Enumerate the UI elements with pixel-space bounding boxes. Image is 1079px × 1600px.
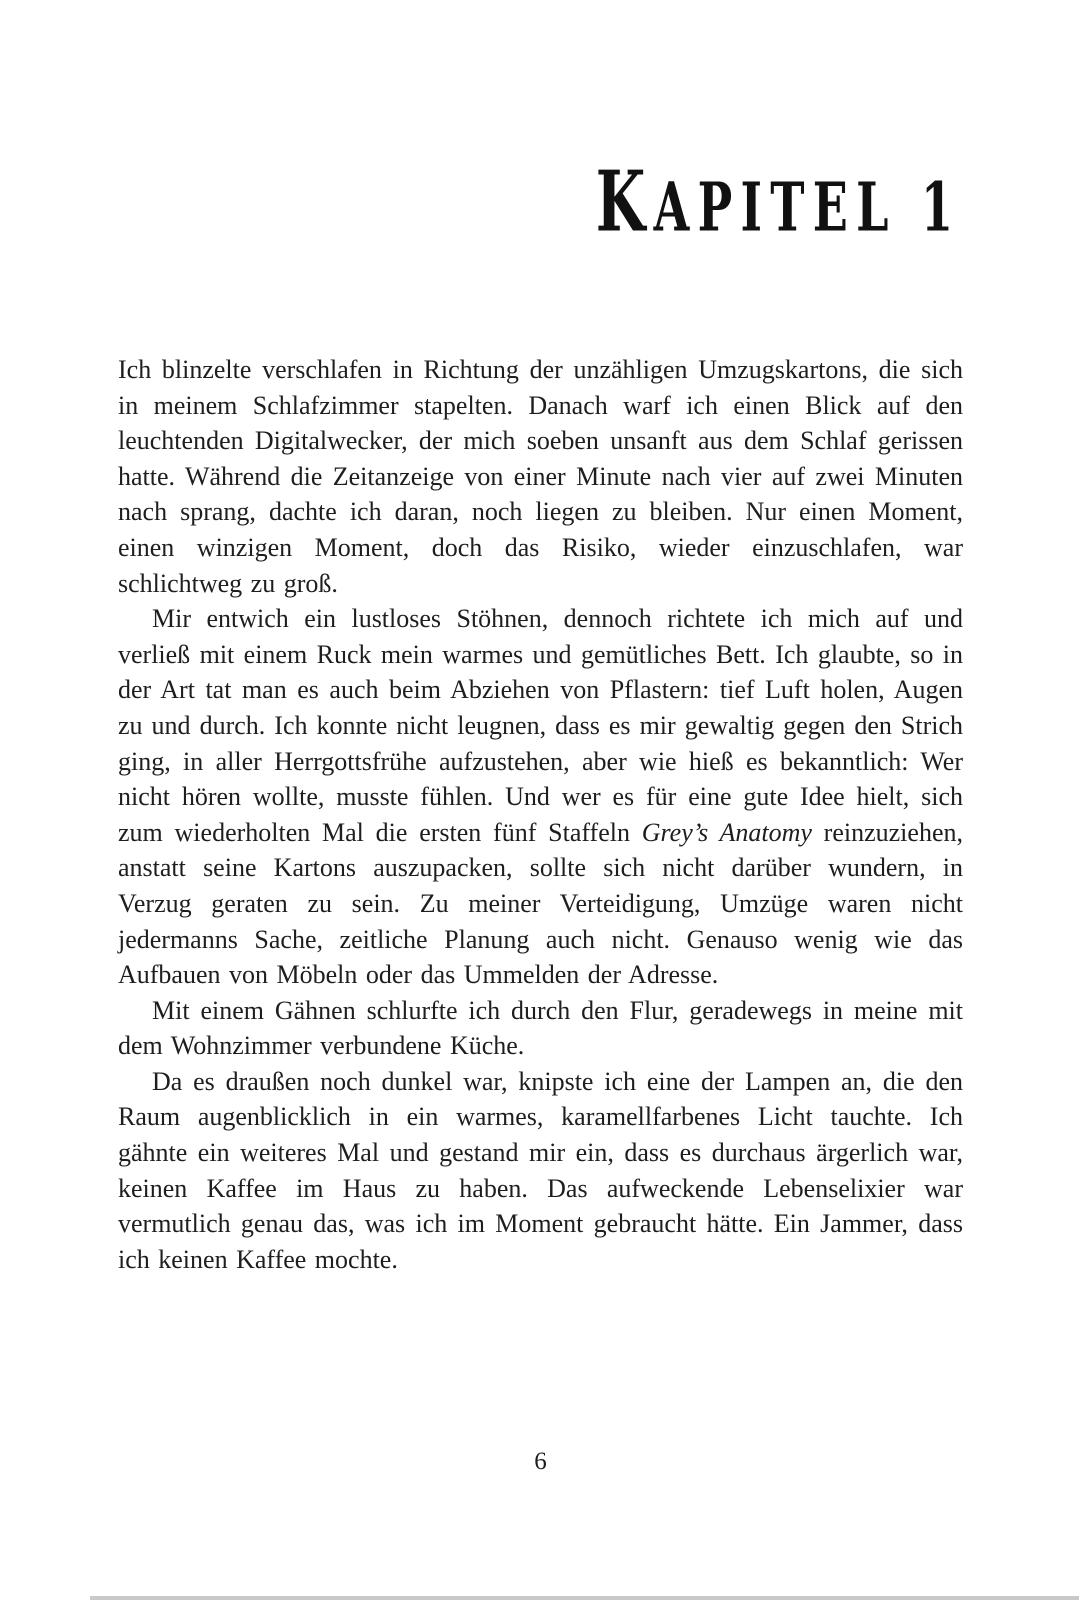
paragraph [118,601,963,993]
italic-text-segment: Grey’s Anatomy [641,817,812,847]
paragraph [118,1064,963,1278]
text-segment: Da es draußen noch dunkel war, knipste ich eine der Lampen an, die den Raum augenblicklich in ein warmes, karamellfarbenes Licht tauchte. Ich gähnte ein weiteres Mal und gestand mir ein, dass es durchaus ärgerlich war, keinen Kaffee im Haus zu haben. Das aufweckende Lebenselixier war vermutlich genau das, was ich im Moment gebraucht hätte. Ein Jammer, dass ich keinen Kaffee mochte. [118,1066,963,1274]
page-bottom-edge-decoration [90,1596,1079,1600]
page-number: 6 [534,1448,547,1475]
body-text [118,352,963,1277]
text-segment: Mit einem Gähnen schlurfte ich durch den Flur, geradewegs in meine mit dem Wohnzimmer verbundene Küche. [118,995,963,1061]
text-segment: reinzuziehen, anstatt seine Kartons auszupacken, sollte sich nicht darüber wundern, in Verzug geraten zu sein. Zu meiner Verteidigung, Umzüge waren nicht jedermanns Sache, zeitliche Planung auch nicht. Genauso wenig wie das Aufbauen von Möbeln oder das Ummelden der Adresse. [118,817,963,990]
text-segment: Mir entwich ein lustloses Stöhnen, dennoch richtete ich mich auf und verließ mit einem Ruck mein warmes und gemütliches Bett. Ich glaubte, so in der Art tat man es auch beim Abziehen von Pflastern: tief Luft holen, Augen zu und durch. Ich konnte nicht leugnen, dass es mir gewaltig gegen den Strich ging, in aller Herrgottsfrühe aufzustehen, aber wie hieß es bekanntlich: Wer nicht hören wollte, musste fühlen. Und wer es für eine gute Idee hielt, sich zum wiederholten Mal die ersten fünf Staffeln [118,604,963,847]
paragraph [118,352,963,601]
paragraph [118,993,963,1064]
text-segment: Ich blinzelte verschlafen in Richtung der unzähligen Umzugskartons, die sich in meinem Schlafzimmer stapelten. Danach warf ich einen Blick auf den leuchtenden Digitalwecker, der mich soeben unsanft aus dem Schlaf gerissen hatte. Während die Zeitanzeige von einer Minute nach vier auf zwei Minuten nach sprang, dachte ich daran, noch liegen zu bleiben. Nur einen Moment, einen winzigen Moment, doch das Risiko, wieder einzuschlafen, war schlichtweg zu groß. [118,355,963,598]
chapter-title: KAPITEL 1 [595,151,961,251]
